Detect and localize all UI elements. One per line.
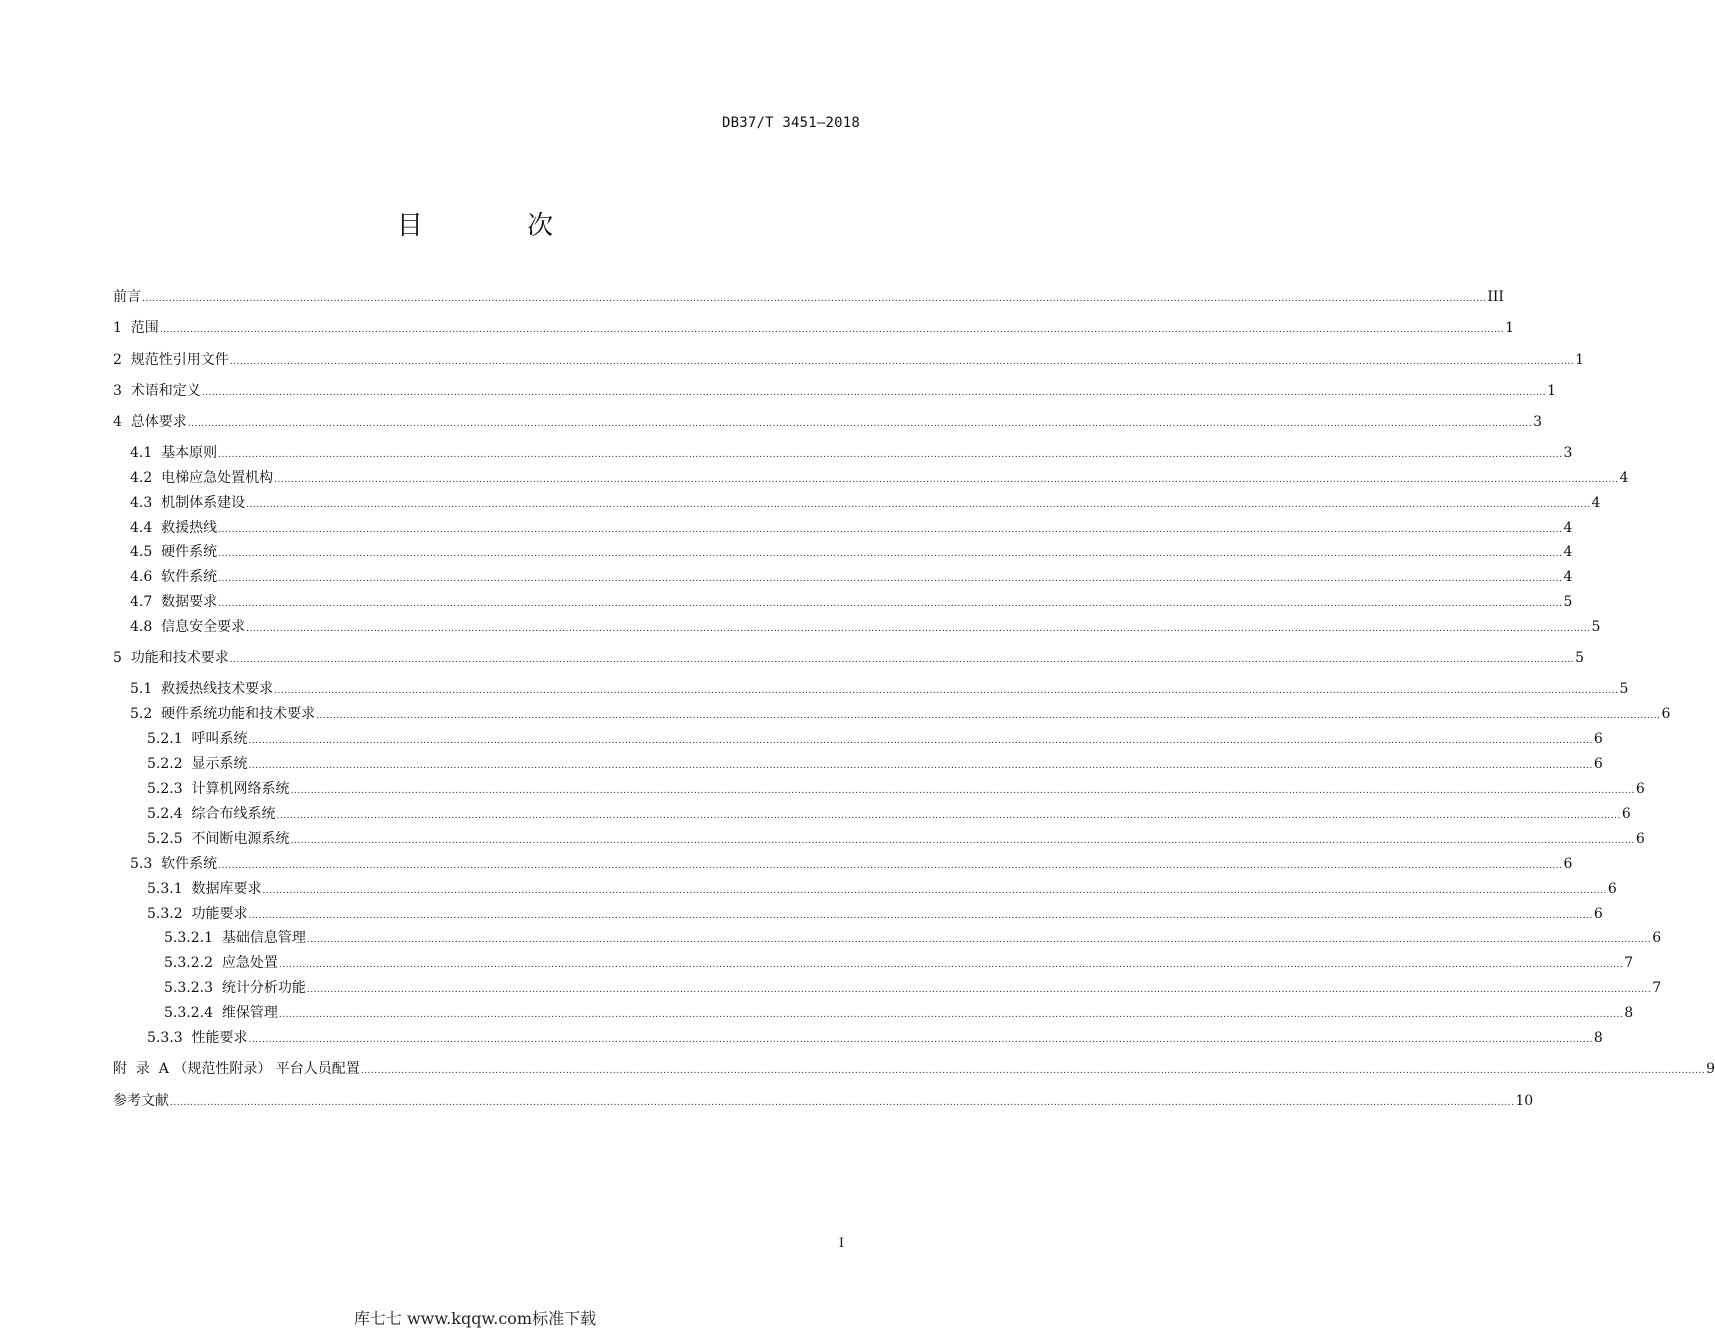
toc-entry-label: 4.7 数据要求 [130,594,218,610]
toc-entry[interactable] [113,616,1601,638]
toc-entry-label: 4.1 基本原则 [130,445,218,461]
toc-leader-dots: ................................................................................................................................................................................................................................................................................................................................................................................................................ [274,686,1619,696]
toc-entry-page: 6 [1635,831,1645,847]
toc-leader-dots: ................................................................................................................................................................................................................................................................................................................................................................................................................ [218,599,1563,609]
toc-entry-page: III [1487,289,1504,305]
toc-leader-dots: ................................................................................................................................................................................................................................................................................................................................................................................................................ [229,357,1575,367]
toc-entry[interactable] [113,647,1585,669]
toc-entry[interactable] [113,903,1603,925]
toc-entry-label: 附 录 A （规范性附录） 平台人员配置 [113,1061,360,1077]
toc-entry-label: 5.1 救援热线技术要求 [130,681,274,697]
toc-entry-page: 4 [1563,569,1573,585]
toc-leader-dots: ................................................................................................................................................................................................................................................................................................................................................................................................................ [170,1098,1515,1108]
toc-entry[interactable] [113,541,1573,563]
toc-entry[interactable] [113,1090,1534,1112]
toc-entry-page: 6 [1593,906,1603,922]
toc-leader-dots: ................................................................................................................................................................................................................................................................................................................................................................................................................ [246,500,1591,510]
toc-entry-label: 4.8 信息安全要求 [130,619,246,635]
toc-entry-page: 6 [1661,706,1671,722]
toc-leader-dots: ................................................................................................................................................................................................................................................................................................................................................................................................................ [360,1066,1706,1076]
toc-entry-label: 5.2.4 综合布线系统 [147,806,276,822]
toc-entry-page: 10 [1515,1093,1534,1109]
toc-entry-page: 6 [1593,756,1603,772]
toc-entry-page: 6 [1652,930,1662,946]
toc-entry-label: 5.2.3 计算机网络系统 [147,781,290,797]
page-number: I [838,1236,844,1251]
toc-entry[interactable] [113,442,1573,464]
toc-entry[interactable] [113,703,1671,725]
toc-entry[interactable] [113,467,1629,489]
toc-entry-page: 3 [1533,414,1543,430]
toc-entry[interactable] [113,753,1603,775]
toc-leader-dots: ................................................................................................................................................................................................................................................................................................................................................................................................................ [306,935,1652,945]
toc-entry-page: 4 [1563,544,1573,560]
toc-entry-label: 4.2 电梯应急处置机构 [130,470,274,486]
toc-leader-dots: ................................................................................................................................................................................................................................................................................................................................................................................................................ [218,450,1563,460]
toc-leader-dots: ................................................................................................................................................................................................................................................................................................................................................................................................................ [248,761,1593,771]
toc-entry[interactable] [113,1058,1715,1080]
toc-entry[interactable] [113,977,1662,999]
toc-entry-page: 9 [1706,1061,1715,1077]
toc-leader-dots: ................................................................................................................................................................................................................................................................................................................................................................................................................ [142,294,1487,304]
toc-entry[interactable] [113,778,1645,800]
toc-entry-label: 5.3.2.4 维保管理 [164,1005,278,1021]
toc-leader-dots: ................................................................................................................................................................................................................................................................................................................................................................................................................ [248,1035,1593,1045]
toc-entry[interactable] [113,1002,1634,1024]
toc-leader-dots: ................................................................................................................................................................................................................................................................................................................................................................................................................ [218,549,1563,559]
toc-leader-dots: ................................................................................................................................................................................................................................................................................................................................................................................................................ [248,911,1593,921]
toc-entry-label: 前言 [113,289,141,305]
toc-entry-page: 1 [1547,383,1557,399]
toc-entry[interactable] [113,927,1662,949]
toc-entry[interactable] [113,492,1601,514]
toc-entry-page: 4 [1591,495,1601,511]
toc-entry-page: 6 [1593,731,1603,747]
toc-leader-dots: ................................................................................................................................................................................................................................................................................................................................................................................................................ [229,655,1575,665]
toc-leader-dots: ................................................................................................................................................................................................................................................................................................................................................................................................................ [278,1010,1624,1020]
toc-entry[interactable] [113,286,1504,308]
toc-leader-dots: ................................................................................................................................................................................................................................................................................................................................................................................................................ [306,985,1652,995]
toc-entry-page: 4 [1563,520,1573,536]
toc-entry[interactable] [113,591,1573,613]
toc-entry-page: 5 [1619,681,1629,697]
toc-leader-dots: ................................................................................................................................................................................................................................................................................................................................................................................................................ [290,836,1635,846]
toc-entry-label: 5.3.2 功能要求 [147,906,248,922]
toc-entry[interactable] [113,678,1629,700]
toc-entry-page: 6 [1607,881,1617,897]
toc-entry[interactable] [113,952,1634,974]
toc-leader-dots: ................................................................................................................................................................................................................................................................................................................................................................................................................ [218,574,1563,584]
toc-entry-label: 参考文献 [113,1093,169,1109]
toc-entry-page: 3 [1563,445,1573,461]
toc-leader-dots: ................................................................................................................................................................................................................................................................................................................................................................................................................ [218,861,1563,871]
toc-entry[interactable] [113,853,1573,875]
toc-entry-page: 1 [1575,352,1585,368]
toc-entry[interactable] [113,803,1631,825]
toc-entry[interactable] [113,411,1543,433]
toc-entry-label: 1 范围 [113,320,159,336]
toc-entry-label: 5.2.2 显示系统 [147,756,248,772]
toc-entry[interactable] [113,728,1603,750]
toc-leader-dots: ................................................................................................................................................................................................................................................................................................................................................................................................................ [248,736,1593,746]
toc-entry[interactable] [113,517,1573,539]
toc-entry-page: 5 [1563,594,1573,610]
toc-leader-dots: ................................................................................................................................................................................................................................................................................................................................................................................................................ [274,475,1619,485]
toc-entry-label: 5.3.1 数据库要求 [147,881,262,897]
toc-entry-label: 2 规范性引用文件 [113,352,229,368]
toc-entry-label: 4.5 硬件系统 [130,544,218,560]
toc-entry-label: 4 总体要求 [113,414,187,430]
toc-entry-page: 7 [1624,955,1634,971]
toc-entry-label: 3 术语和定义 [113,383,201,399]
toc-leader-dots: ................................................................................................................................................................................................................................................................................................................................................................................................................ [159,325,1505,335]
toc-entry[interactable] [113,380,1557,402]
toc-entry-label: 5.2.5 不间断电源系统 [147,831,290,847]
watermark-text: 库七七 www.kqqw.com标准下载 [353,1309,597,1328]
toc-entry-page: 8 [1624,1005,1634,1021]
toc-leader-dots: ................................................................................................................................................................................................................................................................................................................................................................................................................ [262,886,1607,896]
toc-entry[interactable] [113,566,1573,588]
toc-entry[interactable] [113,349,1585,371]
toc-entry-page: 1 [1505,320,1515,336]
page-title: 目 次 [396,211,602,241]
toc-entry[interactable] [113,1027,1603,1049]
toc-leader-dots: ................................................................................................................................................................................................................................................................................................................................................................................................................ [278,960,1624,970]
toc-entry-label: 5.3.3 性能要求 [147,1030,248,1046]
toc-leader-dots: ................................................................................................................................................................................................................................................................................................................................................................................................................ [276,811,1621,821]
toc-entry-label: 5.2.1 呼叫系统 [147,731,248,747]
toc-entry-label: 5.3.2.3 统计分析功能 [164,980,306,996]
document-code: DB37/T 3451—2018 [721,115,860,131]
toc-entry-page: 5 [1591,619,1601,635]
toc-entry-label: 4.4 救援热线 [130,520,218,536]
toc-entry-label: 5.3 软件系统 [130,856,218,872]
toc-entry-label: 5.2 硬件系统功能和技术要求 [130,706,316,722]
toc-entry-label: 5 功能和技术要求 [113,650,229,666]
toc-entry-label: 5.3.2.1 基础信息管理 [164,930,306,946]
toc-entry[interactable] [113,317,1515,339]
toc-entry-page: 6 [1635,781,1645,797]
toc-entry-page: 4 [1619,470,1629,486]
toc-entry[interactable] [113,828,1645,850]
toc-entry-page: 8 [1593,1030,1603,1046]
toc-entry-page: 6 [1621,806,1631,822]
toc-leader-dots: ................................................................................................................................................................................................................................................................................................................................................................................................................ [290,786,1635,796]
toc-entry-label: 4.3 机制体系建设 [130,495,246,511]
toc-entry-label: 4.6 软件系统 [130,569,218,585]
toc-leader-dots: ................................................................................................................................................................................................................................................................................................................................................................................................................ [316,711,1661,721]
toc-leader-dots: ................................................................................................................................................................................................................................................................................................................................................................................................................ [201,388,1547,398]
toc-entry-page: 7 [1652,980,1662,996]
toc-entry[interactable] [113,878,1617,900]
toc-leader-dots: ................................................................................................................................................................................................................................................................................................................................................................................................................ [246,624,1591,634]
toc-leader-dots: ................................................................................................................................................................................................................................................................................................................................................................................................................ [187,419,1533,429]
toc-entry-page: 6 [1563,856,1573,872]
toc-entry-label: 5.3.2.2 应急处置 [164,955,278,971]
toc-entry-page: 5 [1575,650,1585,666]
toc-leader-dots: ................................................................................................................................................................................................................................................................................................................................................................................................................ [218,525,1563,535]
